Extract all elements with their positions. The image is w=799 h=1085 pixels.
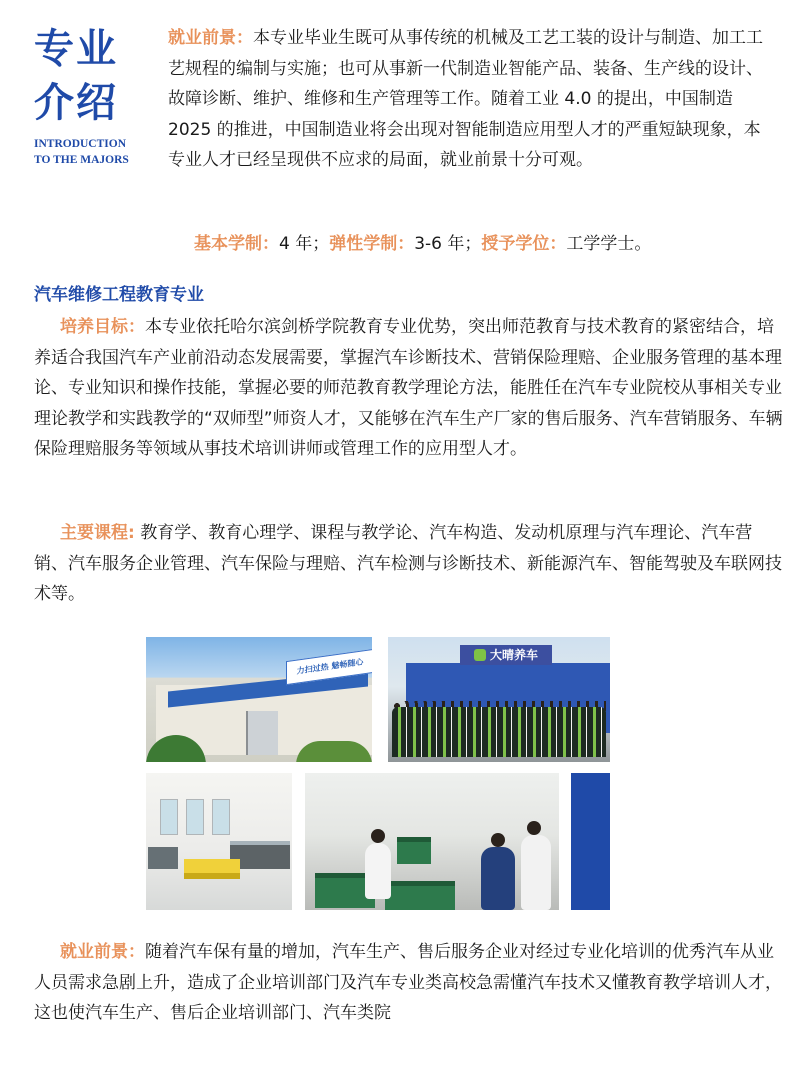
duration-value: 4 年；	[279, 234, 330, 254]
title-cn-line1: 专业	[34, 25, 118, 72]
logo-icon	[474, 649, 486, 661]
goal-text: 本专业依托哈尔滨剑桥学院教育专业优势，突出师范教育与技术教育的紧密结合，培养适合我国汽车产业前沿动态发展需要，掌握汽车诊断技术、营销保险理赔、企业服务管理的基本理论、专业知识和操作技能，掌握必要的师范教育教学理论方法，能胜任在汽车专业院校从事相关专业理论教学和实践教学的“双师型”师资人才，又能够在汽车生产厂家的售后服务、汽车营销服务、车辆保险理赔服务等领域从事技术培训讲师或管理工作的应用型人才。	[34, 317, 783, 459]
title-en-line2: TO THE MAJORS	[34, 154, 129, 166]
student	[365, 843, 391, 899]
group-people	[392, 707, 606, 757]
courses-text: 教育学、教育心理学、课程与教学论、汽车构造、发动机原理与汽车理论、汽车营销、汽车服务企业管理、汽车保险与理赔、汽车检测与诊断技术、新能源汽车、智能驾驶及车联网技术等。	[34, 523, 782, 604]
photo-workshop-room	[146, 773, 292, 910]
degree-label: 授予学位：	[481, 234, 567, 254]
intro-career-text: 本专业毕业生既可从事传统的机械及工艺工装的设计与制造、加工工艺规程的编制与实施；也可从事新一代制造业智能产品、装备、生产线的设计、故障诊断、维护、维修和生产管理等工作。随着工业 4.0 的提出，中国制造 2025 的推进，中国制造业将会出现对智能制造应用型人才的严重短缺现象，本专业人才已经呈现供不应求的局面，就业前景十分可观。	[168, 28, 763, 170]
person-head	[371, 829, 385, 843]
program-title: 汽车维修工程教育专业	[34, 285, 204, 305]
intro-career-label: 就业前景：	[168, 28, 253, 48]
banner-text: 力扫过热 魅畅随心	[296, 657, 364, 676]
courses-label: 主要课程:	[60, 523, 135, 543]
photo-students-working	[305, 773, 559, 910]
building-door	[246, 711, 278, 755]
shop-sign-text: 大晴养车	[489, 648, 538, 662]
program-career-label: 就业前景：	[60, 942, 145, 962]
flex-value: 3-6 年；	[414, 234, 482, 254]
person-head	[491, 833, 505, 847]
person-head	[527, 821, 541, 835]
degree-value: 工学学士。	[566, 234, 652, 254]
student	[481, 847, 515, 910]
courses-paragraph	[34, 518, 784, 610]
yellow-table	[184, 859, 240, 879]
tool-cart	[397, 837, 431, 864]
program-career-paragraph	[34, 937, 784, 1029]
student	[521, 835, 551, 910]
goal-label: 培养目标：	[60, 317, 145, 337]
title-en-line1: INTRODUCTION	[34, 138, 127, 150]
window	[186, 799, 204, 835]
title-cn-line2: 介绍	[34, 79, 118, 126]
goal-paragraph	[34, 312, 784, 465]
tool-cart	[385, 881, 455, 910]
window	[160, 799, 178, 835]
window	[212, 799, 230, 835]
program-career-text: 随着汽车保有量的增加，汽车生产、售后服务企业对经过专业化培训的优秀汽车从业人员需求急剧上升，造成了企业培训部门及汽车专业类高校急需懂汽车技术又懂教育教学培训人才，这也使汽车生产、售后企业培训部门、汽车类院	[34, 942, 782, 1023]
decorative-blue-bar	[571, 773, 610, 910]
duration-label: 基本学制：	[194, 234, 279, 254]
flex-label: 弹性学制：	[329, 234, 415, 254]
workbench	[148, 847, 178, 869]
photo-building-exterior	[146, 637, 372, 762]
shop-signboard	[460, 645, 552, 665]
photo-group	[388, 637, 610, 762]
intro-career-paragraph	[168, 23, 768, 176]
degree-info	[194, 229, 754, 260]
title-en	[34, 136, 174, 168]
tree	[296, 741, 372, 762]
section-title	[34, 22, 174, 168]
